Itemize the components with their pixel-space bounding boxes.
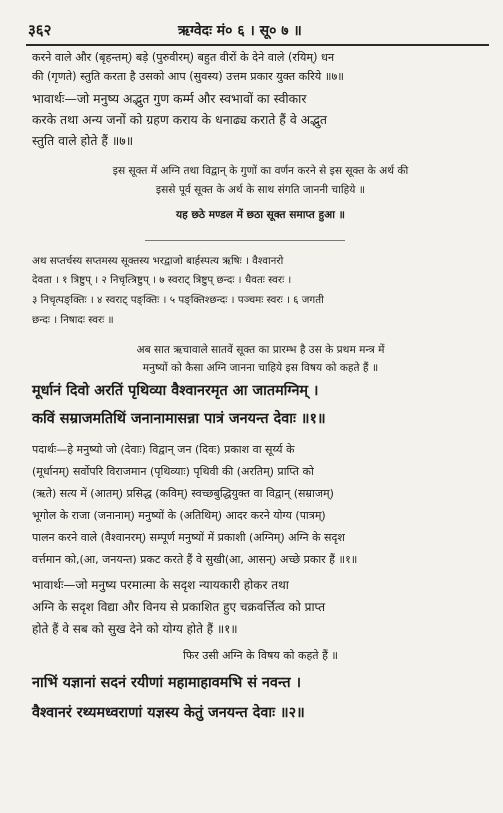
mantra-line: नाभिं यज्ञानां सदनं रयीणां महामाहावमभि सं नवन्त । (32, 675, 302, 691)
mantra-line: कविं सम्राजमतिथिं जनानामासन्ना पात्रं जनयन्त देवाः ॥१॥ (32, 411, 326, 427)
padartha-line: पालन करने वाले (वैश्वानरम्) सम्पूर्ण मनुष्यों में प्रकाशी (अग्निम्) अग्नि के सदृश (32, 531, 345, 544)
padartha-line: पदार्थः—हे मनुष्यो जो (देवाः) विद्वान् जन (दिवः) प्रकाश वा सूर्य्य के (32, 443, 295, 456)
bhavartha-line: भावार्थः—जो मनुष्य परमात्मा के सदृश न्यायकारी होकर तथा (32, 578, 289, 592)
section-separator (145, 240, 345, 241)
bhavartha-line: अग्नि के सदृश विद्या और विनय से प्रकाशित हुए चक्रवर्त्तित्व को प्राप्त (32, 600, 326, 614)
padartha-line: भूगोल के राजा (जनानाम्) मनुष्यों के (अतिथिम्) आदर करने योग्य (पात्रम्) (32, 509, 326, 522)
bhavartha-line: भावार्थः—जो मनुष्य अद्भुत गुण कर्म्म और स्वभावों का स्वीकार (32, 91, 307, 106)
header-rule (26, 44, 489, 46)
topic-line: अब सात ऋचावाले सातवें सूक्त का प्रारम्भ है उस के प्रथम मन्त्र में (136, 344, 385, 356)
bhavartha-line: स्तुति वाले होते हैं ॥७॥ (32, 133, 134, 148)
padartha-line: (ऋते) सत्य में (आतम्) प्रसिद्ध (कविम्) स्वच्छबुद्धियुक्त वा विद्वान् (सम्राजम्) (32, 487, 334, 500)
intro-line: अथ सप्तर्चस्य सप्तमस्य सूक्तस्य भरद्वाजो बार्हस्पत्य ऋषिः । वैश्वानरो (32, 255, 284, 267)
sukta-completion-note: यह छठे मण्डल में छठा सूक्त समाप्त हुआ ॥ (176, 209, 345, 221)
intro-line: ३ निचृत्पङ्क्तिः । ४ स्वराट् पङ्क्तिः । ५ पङ्क्तिश्छन्दः । पञ्चमः स्वरः । ६ जगती (32, 294, 324, 306)
padartha-line: वर्त्तमान को,(आ, जनयन्त) प्रकट करते हैं वे सुखी(आ, आसन्) अच्छे प्रकार हैं ॥१॥ (32, 553, 358, 566)
bhavartha-line: करके तथा अन्य जनों को ग्रहण कराय के धनाढ्य कराते हैं वे अद्भुत (32, 112, 327, 127)
padartha-line: (मूर्धानम्) सर्वोपरि विराजमान (पृथिव्याः) पृथिवी की (अरतिम्) प्राप्ति को (32, 465, 314, 478)
mantra-line: मूर्धानं दिवो अरतिं पृथिव्या वैश्वानरमृत आ जातमग्निम् । (32, 383, 319, 399)
summary-line: इस सूक्त में अग्नि तथा विद्वान् के गुणों का वर्णन करने से इस सूक्त के अर्थ की (112, 165, 409, 177)
topic-line: मनुष्यों को कैसा अग्नि जानना चाहिये इस विषय को कहते हैं ॥ (142, 362, 379, 374)
mantra-line: वैश्वानरं रथ्यमध्वराणां यज्ञस्य केतुं जनयन्त देवाः ॥२॥ (32, 705, 305, 721)
commentary-line: करने वाले और (बृहन्तम्) बड़े (पुरुवीरम्) बहुत वीरों के देने वाले (रयिम्) धन (32, 51, 335, 64)
bhavartha-line: होते हैं वे सब को सुख देने को योग्य होते हैं ॥१॥ (32, 622, 238, 636)
intro-line: देवता । १ त्रिष्टुप् । २ निचृत्त्रिष्टुप् । ७ स्वराट् त्रिष्टुप् छन्दः । धैवतः स्वरः । (32, 274, 292, 286)
running-title: ऋग्वेदः मं० ६ । सू० ७ ॥ (178, 22, 302, 39)
topic-line: फिर उसी अग्नि के विषय को कहते हैं ॥ (183, 649, 338, 662)
intro-line: छन्दः । निषादः स्वरः ॥ (32, 314, 114, 326)
page-number: ३६२ (28, 21, 52, 39)
page-header (28, 18, 483, 42)
commentary-line: की (गृणते) स्तुति करता है उसको आप (सुवस्य) उत्तम प्रकार युक्त करिये ॥७॥ (32, 70, 344, 83)
summary-line: इससे पूर्व सूक्त के अर्थ के साथ संगति जाननी चाहिये ॥ (155, 184, 366, 196)
